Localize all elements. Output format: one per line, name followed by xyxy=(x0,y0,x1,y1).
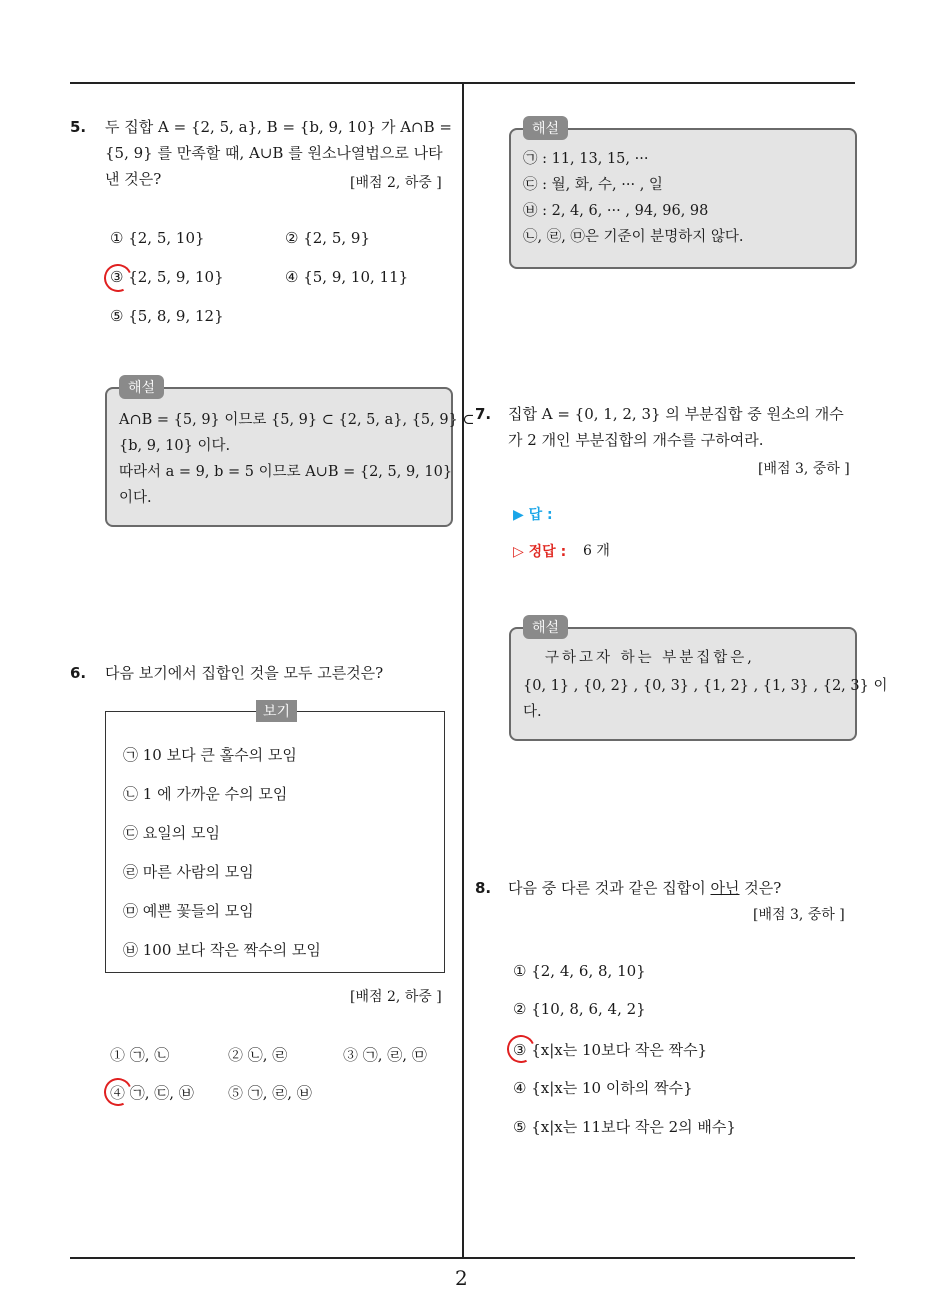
question-7-text: 집합 A = {0, 1, 2, 3} 의 부분집합 중 원소의 개수가 2 개인 부분집합의 개수를 구하여라. xyxy=(508,405,844,449)
q8-option-3[interactable]: ③ {x|x는 10보다 작은 짝수} xyxy=(513,1041,708,1059)
q7-solution-line-3: 다. xyxy=(523,704,542,720)
q6-answer-mark xyxy=(100,1074,136,1110)
question-5-score: [배점 2, 하중 ] xyxy=(350,175,442,191)
q8-option-5[interactable]: ⑤ {x|x는 11보다 작은 2의 배수} xyxy=(513,1118,736,1136)
q7-correct-label: ▷ 정답 : xyxy=(513,544,567,560)
q8-option-4[interactable]: ④ {x|x는 10 이하의 짝수} xyxy=(513,1079,693,1097)
q5-solution-box xyxy=(105,387,475,527)
q7-solution-line-2: {0, 1} , {0, 2} , {0, 3} , {1, 2} , {1, 3} , {2, 3} 이 xyxy=(523,678,888,694)
q6-option-1[interactable]: ① ㉠, ㉡ xyxy=(110,1046,170,1064)
question-8-number: 8. xyxy=(475,879,492,897)
question-8-text xyxy=(508,875,858,901)
q5-option-3[interactable]: ③ {2, 5, 9, 10} xyxy=(110,268,224,286)
bogi-item-5: ㉤ 예쁜 꽃들의 모임 xyxy=(123,902,254,920)
q5-option-2[interactable]: ② {2, 5, 9} xyxy=(285,229,371,247)
q6-option-2[interactable]: ② ㉡, ㉣ xyxy=(228,1046,288,1064)
bogi-item-3: ㉢ 요일의 모임 xyxy=(123,824,220,842)
bogi-item-1: ㉠ 10 보다 큰 홀수의 모임 xyxy=(123,746,297,764)
q8-text-before: 다음 중 다른 것과 같은 집합이 xyxy=(508,879,711,897)
q5-option-1[interactable]: ① {2, 5, 10} xyxy=(110,229,205,247)
q7-solution-tag: 해설 xyxy=(523,615,568,639)
q6-solution-line-2: ㉢ : 월, 화, 수, ··· , 일 xyxy=(523,177,663,193)
page-number: 2 xyxy=(455,1266,468,1290)
q8-option-2[interactable]: ② {10, 8, 6, 4, 2} xyxy=(513,1000,646,1018)
question-6-text: 다음 보기에서 집합인 것을 모두 고른것은? xyxy=(105,664,384,682)
bogi-item-6: ㉥ 100 보다 작은 짝수의 모임 xyxy=(123,941,321,959)
bogi-item-2: ㉡ 1 에 가까운 수의 모임 xyxy=(123,785,288,803)
q5-option-5[interactable]: ⑤ {5, 8, 9, 12} xyxy=(110,307,224,325)
q5-answer-mark xyxy=(100,260,136,296)
q6-solution-line-3: ㉥ : 2, 4, 6, ··· , 94, 96, 98 xyxy=(523,203,709,219)
q5-solution-tag: 해설 xyxy=(119,375,164,399)
q6-option-3[interactable]: ③ ㉠, ㉣, ㉤ xyxy=(343,1046,427,1064)
q5-solution-line-3: 따라서 a = 9, b = 5 이므로 A∪B = {2, 5, 9, 10} xyxy=(119,464,453,480)
q5-solution-line-4: 이다. xyxy=(119,490,152,506)
q5-solution-line-1: A∩B = {5, 9} 이므로 {5, 9} ⊂ {2, 5, a}, {5, 9} ⊂ xyxy=(119,412,475,428)
q7-solution-line-1: 구하고자 하는 부분집합은, xyxy=(545,650,755,666)
column-divider xyxy=(462,82,464,1258)
q6-option-4[interactable]: ④ ㉠, ㉢, ㉥ xyxy=(110,1084,194,1102)
q8-text-after: 것은? xyxy=(739,879,782,897)
q6-bogi-tag: 보기 xyxy=(256,700,297,722)
bogi-item-4: ㉣ 마른 사람의 모임 xyxy=(123,863,254,881)
q6-bogi-box xyxy=(105,711,445,973)
q6-solution-box xyxy=(509,128,857,269)
question-6-score: [배점 2, 하중 ] xyxy=(350,989,442,1005)
q8-text-underlined: 아닌 xyxy=(710,879,740,897)
q7-correct-value: 6 개 xyxy=(583,543,610,559)
q6-option-5[interactable]: ⑤ ㉠, ㉣, ㉥ xyxy=(228,1084,312,1102)
q6-solution-tag: 해설 xyxy=(523,116,568,140)
question-7-number: 7. xyxy=(475,405,492,423)
q6-solution-line-1: ㉠ : 11, 13, 15, ··· xyxy=(523,151,649,167)
question-5-text: 두 집합 A = {2, 5, a}, B = {b, 9, 10} 가 A∩B = {5, 9} 를 만족할 때, A∪B 를 원소나열법으로 나타낸 것은? xyxy=(105,118,452,188)
q5-option-4[interactable]: ④ {5, 9, 10, 11} xyxy=(285,268,409,286)
q8-answer-mark xyxy=(503,1031,539,1067)
question-5-number: 5. xyxy=(70,118,87,136)
question-8-score: [배점 3, 중하 ] xyxy=(753,907,845,923)
q5-solution-line-2: {b, 9, 10} 이다. xyxy=(119,438,231,454)
q6-solution-line-4: ㉡, ㉣, ㉤은 기준이 분명하지 않다. xyxy=(523,229,744,245)
question-6-number: 6. xyxy=(70,664,87,682)
question-7-score: [배점 3, 중하 ] xyxy=(758,461,850,477)
q7-solution-box xyxy=(509,627,888,741)
q7-answer-label: ▶ 답 : xyxy=(513,507,553,523)
q8-option-1[interactable]: ① {2, 4, 6, 8, 10} xyxy=(513,962,646,980)
